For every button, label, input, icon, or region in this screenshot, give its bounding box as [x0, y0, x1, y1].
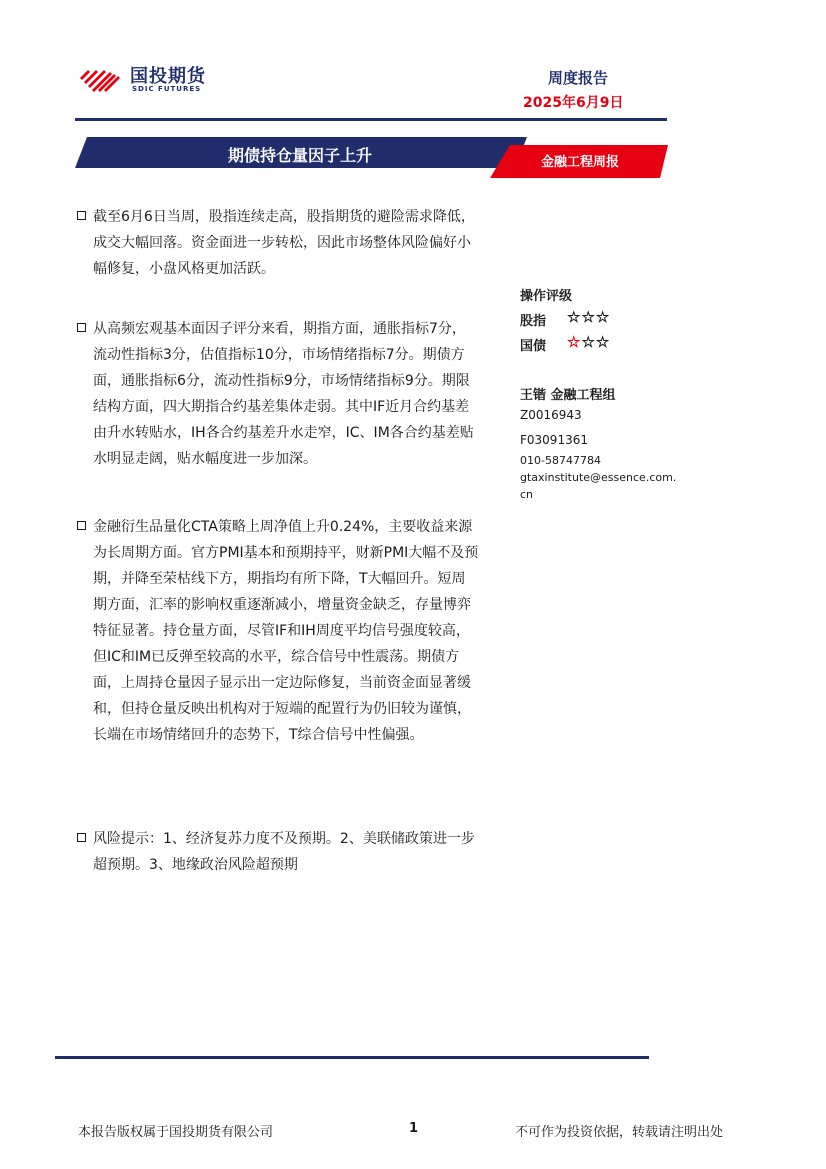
analyst-email: gtaxinstitute@essence.com.cn: [520, 471, 677, 501]
report-date: 2025年6月9日: [523, 95, 624, 111]
star-outline-icon: ☆: [581, 308, 596, 326]
logo-stripes-icon: [80, 64, 124, 92]
bullet-square-icon: [77, 211, 86, 220]
paragraph-text: 从高频宏观基本面因子评分来看，期指方面，通胀指标7分，流动性指标3分，估值指标10分，市场情绪指标7分。期债方面，通胀指标6分，流动性指标9分，市场情绪指标9分。期限结构方面，四大期指合约基差集体走弱。其中IF近月合约基差由升水转贴水，IH各合约基差升水走窄，IC、IM各合约基差贴水明显走阔，贴水幅度进一步加深。: [93, 321, 474, 467]
paragraph-risk-warning: [77, 826, 479, 878]
bullet-square-icon: [77, 521, 86, 530]
company-logo: [80, 62, 220, 98]
rating-title: 操作评级: [520, 289, 573, 304]
paragraph-factor-scores: [77, 316, 479, 472]
rating-label: 股指: [520, 314, 547, 329]
star-outline-icon: ☆: [595, 308, 611, 326]
paragraph-text: 风险提示：1、经济复苏力度不及预期。2、美联储政策进一步超预期。3、地缘政治风险超预期: [93, 831, 475, 873]
footer-copyright: 本报告版权属于国投期货有限公司: [78, 1125, 274, 1140]
analyst-phone: 010-58747784: [520, 454, 601, 467]
bullet-square-icon: [77, 833, 86, 842]
analyst-cert-f: F03091361: [520, 433, 588, 447]
footer-disclaimer: 不可作为投资依据，转载请注明出处: [515, 1125, 724, 1140]
rating-row-stock-index: [520, 308, 611, 329]
logo-text-en: SDIC FUTURES: [132, 85, 202, 93]
report-title: 期债持仓量因子上升: [227, 146, 372, 165]
paragraph-market-summary: [77, 204, 479, 282]
header-divider: [75, 118, 667, 121]
star-rating: [567, 308, 610, 326]
analyst-cert-z: Z0016943: [520, 408, 582, 422]
star-outline-icon: ☆: [595, 333, 611, 351]
paragraph-text: 截至6月6日当周，股指连续走高，股指期货的避险需求降低，成交大幅回落。资金面进一步转松，因此市场整体风险偏好小幅修复，小盘风格更加活跃。: [93, 209, 475, 277]
logo-text-cn: 国投期货: [130, 66, 206, 87]
paragraph-text: 金融衍生品量化CTA策略上周净值上升0.24%，主要收益来源为长周期方面。官方PMI基本和预期持平，财新PMI大幅不及预期，并降至荣枯线下方，期指均有所下降，T大幅回升。短周期方面，汇率的影响权重逐渐减小，增量资金缺乏，存量博弈特征显著。持仓量方面，尽管IF和IH周度平均信号强度较高，但IC和IM已反弹至较高的水平，综合信号中性震荡。期债方面，上周持仓量因子显示出一定边际修复，当前资金面显著缓和，但持仓量反映出机构对于短端的配置行为仍旧较为谨慎，长端在市场情绪回升的态势下，T综合信号中性偏强。: [93, 519, 479, 743]
rating-row-treasury: [520, 333, 611, 354]
analyst-name: 王锴 金融工程组: [520, 388, 616, 403]
star-rating: [567, 333, 610, 351]
rating-label: 国债: [520, 339, 547, 354]
page-number: 1: [409, 1121, 419, 1136]
star-outline-red-icon: ☆: [567, 333, 582, 351]
star-outline-icon: ☆: [567, 308, 582, 326]
footer-divider: [55, 1056, 649, 1059]
paragraph-cta-strategy: [77, 514, 479, 748]
star-outline-icon: ☆: [581, 333, 596, 351]
report-type: 周度报告: [548, 69, 609, 87]
bullet-square-icon: [77, 323, 86, 332]
section-tag: 金融工程周报: [541, 155, 620, 170]
